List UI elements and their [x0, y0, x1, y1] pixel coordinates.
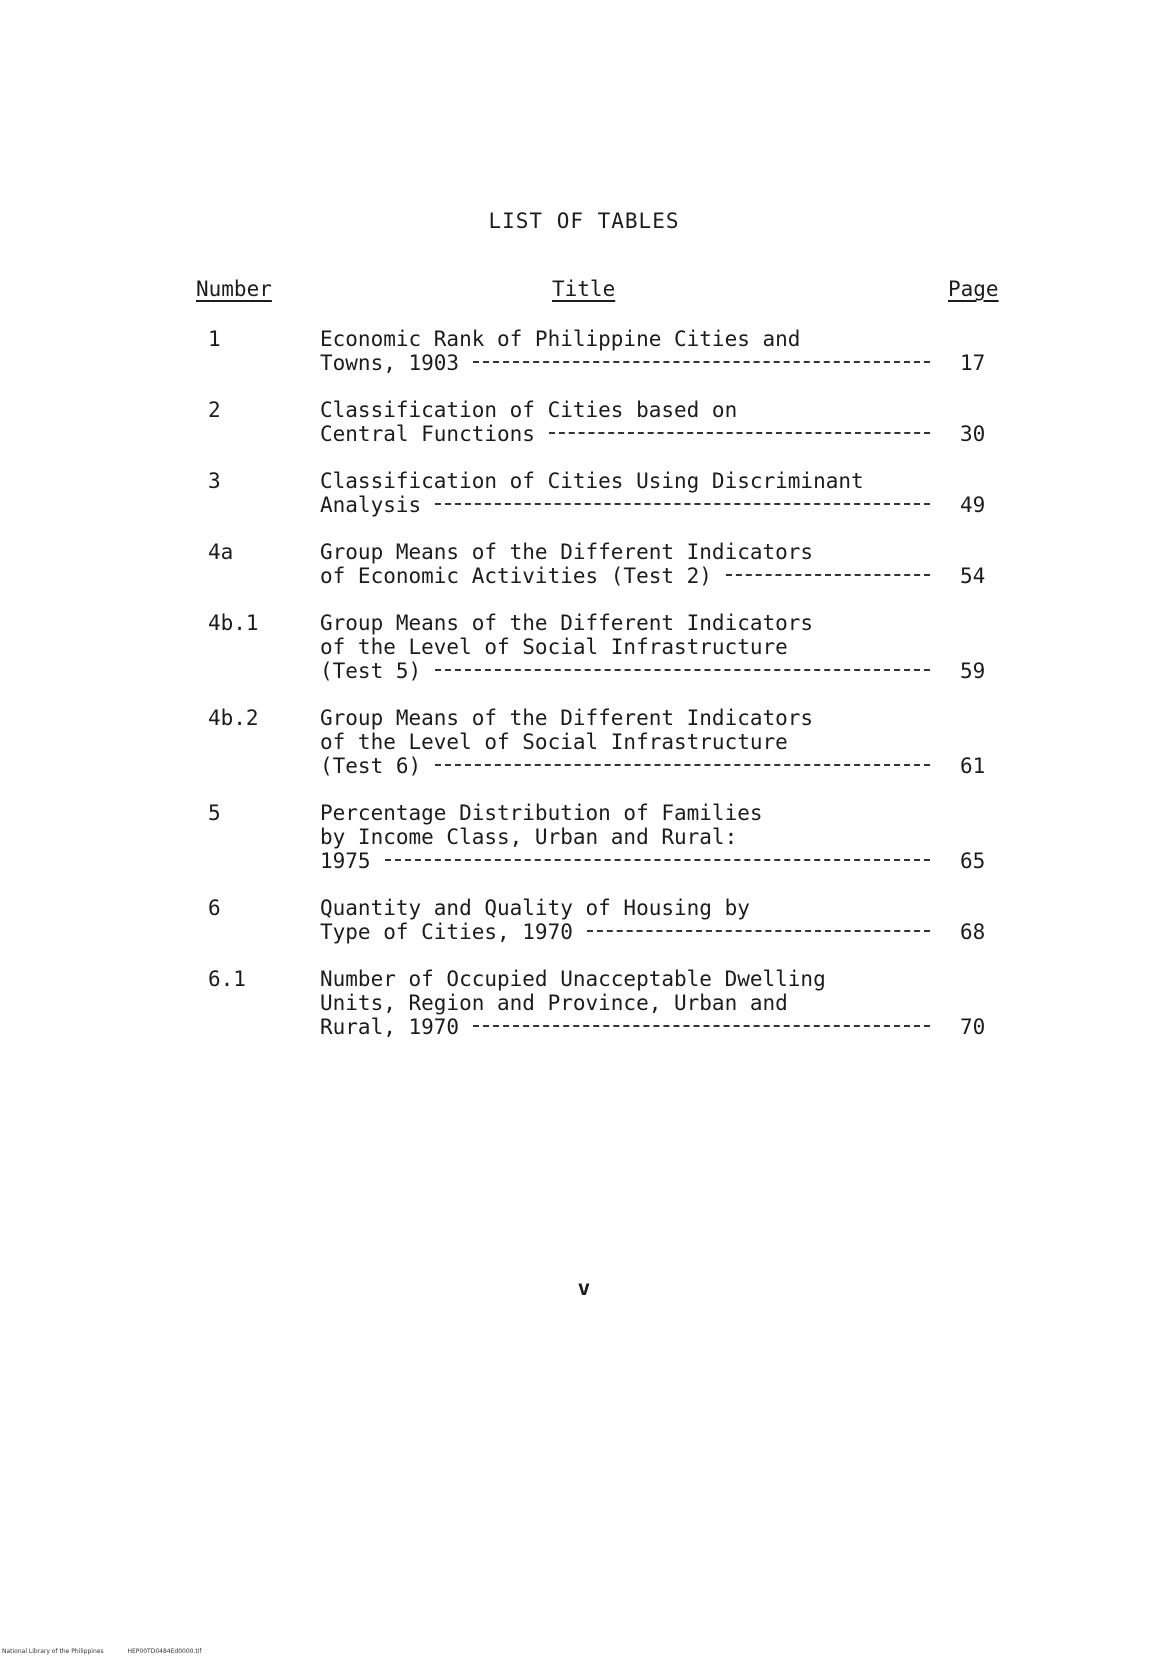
table-title-line: Central Functions — [320, 422, 535, 446]
page-folio: v — [577, 1276, 591, 1300]
table-title — [320, 611, 950, 683]
table-list-item — [0, 327, 1168, 375]
dot-leader — [473, 1025, 930, 1027]
dot-leader — [473, 361, 930, 363]
table-number: 5 — [208, 801, 221, 825]
table-list-item — [0, 611, 1168, 683]
table-list-item — [0, 540, 1168, 588]
table-title — [320, 398, 950, 446]
table-page-number: 49 — [960, 493, 986, 517]
table-page-number: 59 — [960, 659, 986, 683]
table-title-last-line — [320, 849, 932, 873]
table-list-item — [0, 967, 1168, 1039]
table-title-last-line — [320, 493, 932, 517]
table-number: 6.1 — [208, 967, 246, 991]
table-title-line: Units, Region and Province, Urban and — [320, 991, 788, 1015]
table-list-item — [0, 896, 1168, 944]
table-title-line: (Test 5) — [320, 659, 422, 683]
table-number: 4a — [208, 540, 234, 564]
table-title-last-line — [320, 1015, 932, 1039]
table-title-last-line — [320, 351, 932, 375]
column-header-page: Page — [948, 277, 999, 301]
table-title-line: Economic Rank of Philippine Cities and — [320, 327, 801, 351]
table-page-number: 54 — [960, 564, 986, 588]
table-page-number: 17 — [960, 351, 986, 375]
table-number: 1 — [208, 327, 221, 351]
table-title — [320, 706, 950, 778]
table-title-last-line — [320, 659, 932, 683]
table-title — [320, 540, 950, 588]
dot-leader — [726, 574, 930, 576]
table-title-line: Percentage Distribution of Families — [320, 801, 763, 825]
table-title — [320, 327, 950, 375]
table-number: 4b.1 — [208, 611, 259, 635]
table-title — [320, 896, 950, 944]
column-header-title: Title — [552, 277, 616, 301]
table-title-line: Classification of Cities based on — [320, 398, 738, 422]
table-list-item — [0, 801, 1168, 873]
table-title — [320, 801, 950, 873]
dot-leader — [549, 432, 930, 434]
table-title-last-line — [320, 920, 932, 944]
table-title-line: Classification of Cities Using Discriminant — [320, 469, 864, 493]
table-list — [0, 327, 1168, 1062]
table-number: 4b.2 — [208, 706, 259, 730]
table-title-line: Rural, 1970 — [320, 1015, 460, 1039]
table-title-line: of the Level of Social Infrastructure — [320, 635, 788, 659]
table-title — [320, 469, 950, 517]
dot-leader — [385, 859, 930, 861]
table-number: 3 — [208, 469, 221, 493]
dot-leader — [435, 669, 930, 671]
dot-leader — [587, 930, 930, 932]
table-title — [320, 967, 950, 1039]
scan-footer — [2, 1648, 202, 1655]
table-title-line: Analysis — [320, 493, 422, 517]
table-title-line: Number of Occupied Unacceptable Dwelling — [320, 967, 826, 991]
table-number: 2 — [208, 398, 221, 422]
dot-leader — [435, 764, 930, 766]
table-list-item — [0, 469, 1168, 517]
table-title-line: Type of Cities, 1970 — [320, 920, 573, 944]
table-page-number: 30 — [960, 422, 986, 446]
table-title-line: 1975 — [320, 849, 371, 873]
table-title-line: Group Means of the Different Indicators — [320, 540, 814, 564]
footer-file-name: HEP00TD0484Ed0000.tif — [127, 1648, 202, 1655]
table-title-line: Group Means of the Different Indicators — [320, 611, 814, 635]
table-title-last-line — [320, 754, 932, 778]
table-title-last-line — [320, 422, 932, 446]
table-list-item — [0, 398, 1168, 446]
table-page-number: 65 — [960, 849, 986, 873]
table-title-line: (Test 6) — [320, 754, 422, 778]
table-page-number: 68 — [960, 920, 986, 944]
footer-library-name: National Library of the Philippines — [2, 1648, 104, 1655]
table-title-last-line — [320, 564, 932, 588]
table-number: 6 — [208, 896, 221, 920]
table-title-line: by Income Class, Urban and Rural: — [320, 825, 738, 849]
table-list-item — [0, 706, 1168, 778]
column-header-number: Number — [196, 277, 272, 301]
table-title-line: Group Means of the Different Indicators — [320, 706, 814, 730]
table-title-line: of the Level of Social Infrastructure — [320, 730, 788, 754]
page-title: LIST OF TABLES — [488, 209, 680, 233]
table-title-line: Towns, 1903 — [320, 351, 460, 375]
table-page-number: 61 — [960, 754, 986, 778]
table-title-line: of Economic Activities (Test 2) — [320, 564, 712, 588]
dot-leader — [435, 503, 930, 505]
table-page-number: 70 — [960, 1015, 986, 1039]
table-title-line: Quantity and Quality of Housing by — [320, 896, 750, 920]
